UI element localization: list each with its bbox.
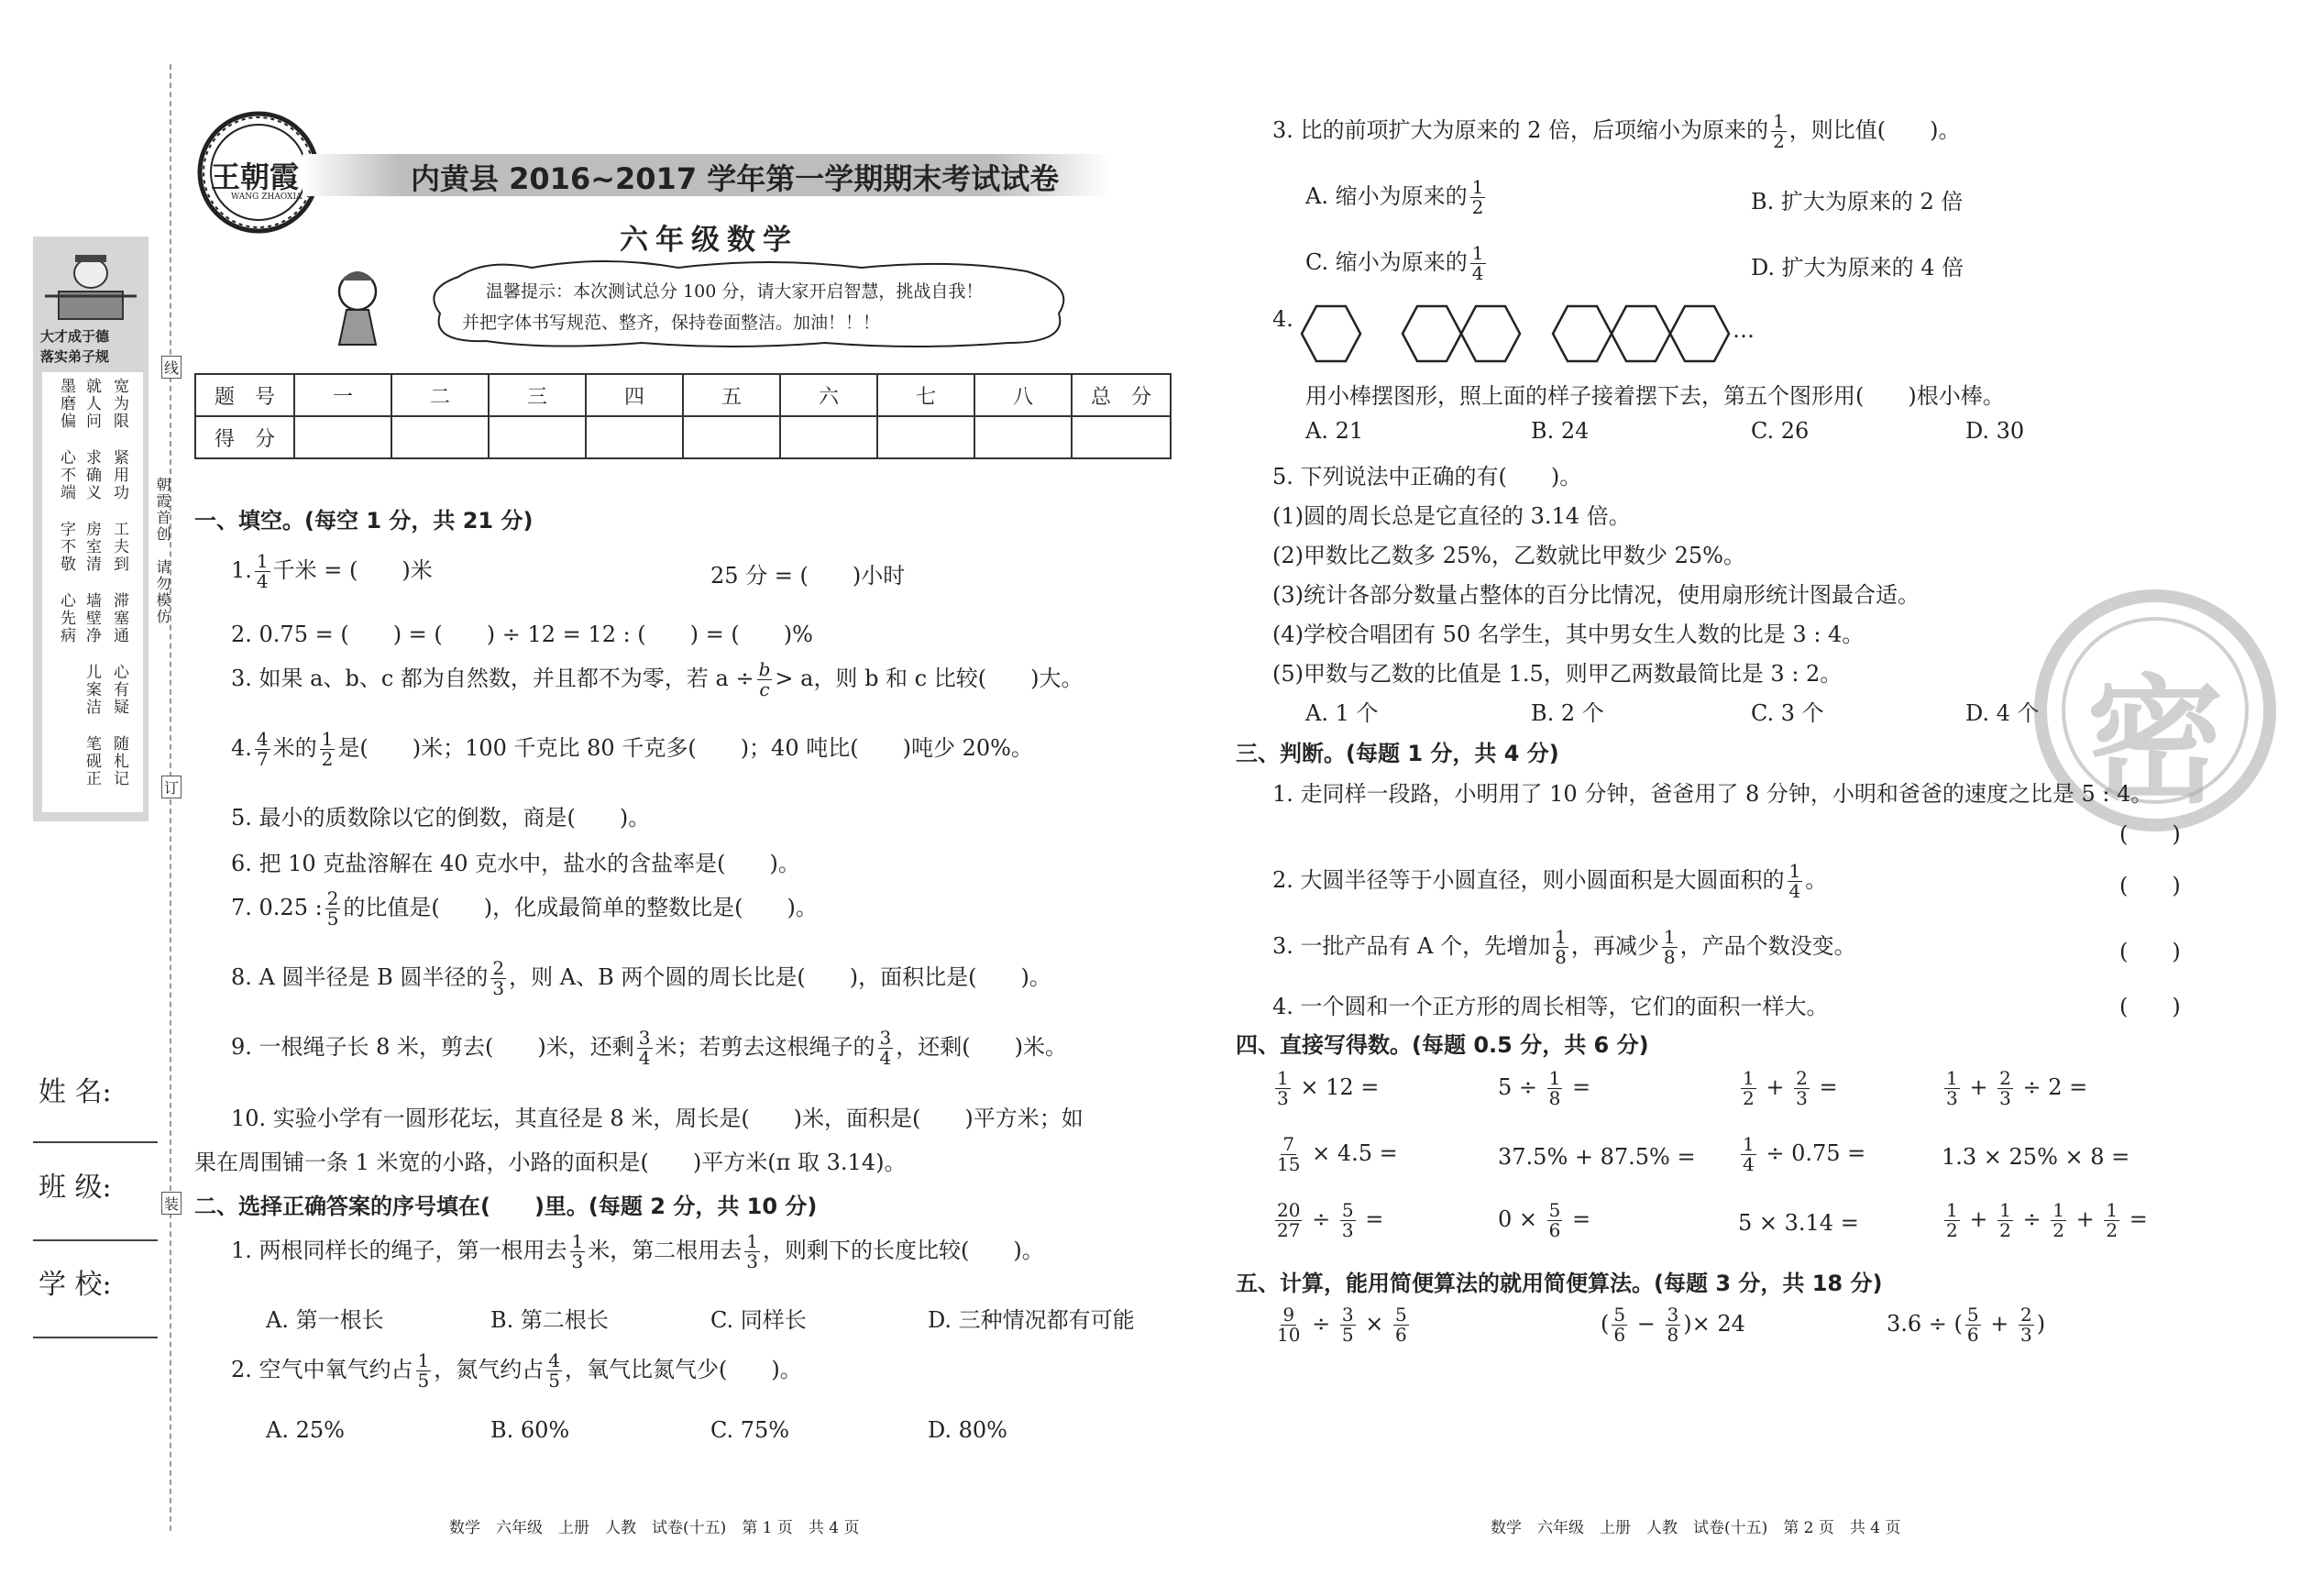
q-text: ，则 A、B 两个圆的周长比是( )，面积比是( )。 (509, 964, 1051, 990)
section-1-title: 一、填空。(每空 1 分，共 21 分) (194, 508, 534, 534)
q-text: 1. 两根同样长的绳子，第一根用去 (231, 1238, 567, 1263)
score-header-cell: 八 (974, 374, 1072, 416)
q-text: 3. 比的前项扩大为原来的 2 倍，后项缩小为原来的 (1272, 117, 1769, 143)
pattern-continues: … (1733, 317, 1755, 343)
mental-math-item: $\frac{7}{15}$ × 4.5 = (1277, 1133, 1398, 1175)
fraction: $\frac{1}{3}$ (746, 1230, 758, 1272)
score-header-cell: 五 (683, 374, 780, 416)
logo-text: 王朝霞 (211, 160, 300, 194)
s2-q1-option-d[interactable]: D. 三种情况都有可能 (928, 1307, 1135, 1333)
school-field[interactable] (33, 1337, 158, 1338)
fraction: $\frac{1}{4}$ (1788, 860, 1801, 902)
score-header-cell: 六 (780, 374, 877, 416)
q-text: ，氧气比氮气少( )。 (565, 1357, 802, 1382)
motto-c13: 儿案洁 (83, 664, 101, 716)
s3-q3 (1272, 928, 1856, 967)
copyright-note: 朝霞首创 请勿模仿 (154, 477, 171, 625)
score-cell[interactable] (877, 416, 974, 458)
q-text: 千米 = ( )米 (272, 557, 433, 583)
q-text: 的比值是( )，化成最简单的整数比是( )。 (343, 895, 818, 920)
s2-q2-option-d[interactable]: D. 80% (928, 1417, 1007, 1443)
s2-q5-statement: (1)圆的周长总是它直径的 3.14 倍。 (1272, 503, 1631, 529)
fraction: $\frac{1}{8}$ (1663, 926, 1676, 968)
mental-math-item: $\frac{1}{3}$ + $\frac{2}{3}$ ÷ 2 = (1946, 1067, 2088, 1109)
q-text: 米；若剪去这根绳子的 (655, 1034, 875, 1060)
fraction: $\frac{2}{5}$ (326, 887, 339, 930)
s1-q9 (231, 1029, 1067, 1068)
s1-q1-part2: 25 分 = ( )小时 (710, 563, 906, 589)
tip-line-2: 并把字体书写规范、整齐，保持卷面整洁。加油！！！ (462, 313, 881, 333)
s1-q10-line2: 果在周围铺一条 1 米宽的小路，小路的面积是( )平方米(π 取 3.14)。 (194, 1150, 907, 1175)
q-text: ，则剩下的长度比较( )。 (763, 1238, 1044, 1263)
fraction: $\frac{3}{4}$ (879, 1027, 892, 1069)
calc-item: $\frac{9}{10}$ ÷ $\frac{3}{5}$ × $\frac{5}{6}$ (1277, 1304, 1407, 1346)
q-num: 1. (231, 557, 252, 583)
fraction: $\frac{1}{5}$ (417, 1349, 430, 1392)
motto-c15: 笔砚正 (83, 735, 101, 787)
motto-c7: 字不敬 (57, 521, 75, 573)
s2-q5-option-d[interactable]: D. 4 个 (1965, 700, 2040, 726)
mental-math-item: $\frac{1}{4}$ ÷ 0.75 = (1743, 1133, 1866, 1175)
mental-math-item: 37.5% + 87.5% = (1498, 1144, 1696, 1170)
s2-q5-statement: (2)甲数比乙数多 25%，乙数就比甲数少 25%。 (1272, 543, 1745, 568)
motto-2: 落实弟子规 (40, 348, 110, 365)
calc-item: ( $\frac{5}{6}$ − $\frac{3}{8}$ )× 24 (1601, 1304, 1745, 1346)
s2-q4-text: 用小棒摆图形，照上面的样子接着摆下去，第五个图形用( )根小棒。 (1305, 383, 2005, 409)
s2-q4-option-a[interactable]: A. 21 (1305, 418, 1364, 444)
q-text: > a，则 b 和 c 比较( )大。 (775, 666, 1084, 691)
answer-paren[interactable]: ( ) (2119, 939, 2181, 964)
mental-math-item: $\frac{20}{27}$ ÷ $\frac{5}{3}$ = (1277, 1199, 1384, 1241)
class-label: 班 级: (39, 1172, 112, 1204)
q-text: 8. A 圆半径是 B 圆半径的 (231, 964, 489, 990)
mental-math-item: 1.3 × 25% × 8 = (1942, 1144, 2130, 1170)
s1-q1 (231, 552, 433, 591)
cartoon-girl (321, 262, 394, 354)
section-5-title: 五、计算，能用简便算法的就用简便算法。(每题 3 分，共 18 分) (1236, 1271, 1883, 1296)
motto-panel (33, 237, 149, 821)
score-header-cell: 题 号 (195, 374, 294, 416)
s2-q3-option-d[interactable]: D. 扩大为原来的 4 倍 (1751, 255, 1964, 281)
mark-xian: 线 (161, 356, 182, 379)
s2-q5-statement: (5)甲数与乙数的比值是 1.5，则甲乙两数最简比是 3 : 2。 (1272, 661, 1843, 687)
score-row-label: 得 分 (195, 416, 294, 458)
score-table (194, 373, 1172, 459)
mental-math-item: 5 ÷ $\frac{1}{8}$ = (1498, 1067, 1591, 1109)
s1-q5: 5. 最小的质数除以它的倒数，商是( )。 (231, 805, 651, 831)
score-header-cell: 三 (489, 374, 586, 416)
score-cell[interactable] (489, 416, 586, 458)
s2-q5-option-a[interactable]: A. 1 个 (1305, 700, 1379, 726)
motto-c6: 紧用功 (110, 449, 128, 501)
name-label: 姓 名: (39, 1076, 112, 1108)
fraction: $\frac{2}{3}$ (492, 957, 505, 999)
fraction: $\frac{b}{c}$ (758, 658, 771, 700)
motto-c2: 就人问 (83, 378, 101, 430)
motto-columns (42, 372, 143, 812)
q-text: ，再减少 (1570, 933, 1659, 959)
motto-c12: 滞塞通 (110, 592, 128, 644)
s2-q5-option-b[interactable]: B. 2 个 (1531, 700, 1604, 726)
exam-title: 内黄县 2016~2017 学年第一学期期末考试试卷 (411, 161, 1060, 196)
fraction: $\frac{3}{4}$ (638, 1027, 651, 1069)
q-num: 4. (231, 735, 252, 761)
score-header-cell: 二 (391, 374, 489, 416)
s3-q2 (1272, 862, 1827, 901)
s2-q3-option-c[interactable]: C. 缩小为原来的 $\frac{1}{4}$ (1305, 242, 1484, 284)
s2-q2-option-c[interactable]: C. 75% (710, 1417, 790, 1443)
motto-c4: 心不端 (57, 449, 75, 501)
score-cell[interactable] (391, 416, 489, 458)
s2-q1-option-b[interactable]: B. 第二根长 (490, 1307, 609, 1333)
fraction: $\frac{4}{5}$ (548, 1349, 560, 1392)
s2-q1-option-c[interactable]: C. 同样长 (710, 1307, 807, 1333)
s2-q5-option-c[interactable]: C. 3 个 (1751, 700, 1824, 726)
score-header-cell: 一 (294, 374, 391, 416)
s2-q4-option-d[interactable]: D. 30 (1965, 418, 2025, 444)
s1-q2: 2. 0.75 = ( ) = ( ) ÷ 12 = 12 : ( ) = ( )% (231, 622, 813, 647)
logo-subtext: WANG ZHAOXIA (231, 193, 303, 202)
mental-math-item: $\frac{1}{3}$ × 12 = (1277, 1067, 1380, 1109)
class-field[interactable] (33, 1239, 158, 1241)
q-text: 2. 空气中氧气约占 (231, 1357, 413, 1382)
scholar-illustration (40, 246, 141, 328)
s3-q4: 4. 一个圆和一个正方形的周长相等，它们的面积一样大。 (1272, 994, 1829, 1019)
q-text: 9. 一根绳子长 8 米，剪去( )米，还剩 (231, 1034, 634, 1060)
s2-q3 (1272, 112, 1961, 151)
mark-zhuang: 装 (161, 1192, 182, 1215)
footer-right: 数学 六年级 上册 人教 试卷(十五) 第 2 页 共 4 页 (1491, 1519, 1901, 1537)
motto-c5: 求确义 (83, 449, 101, 501)
fraction: $\frac{1}{2}$ (321, 728, 334, 770)
q-text: ，氮气约占 (434, 1357, 545, 1382)
s2-q5: 5. 下列说法中正确的有( )。 (1272, 464, 1582, 490)
s1-q7 (231, 889, 818, 929)
q-text: 3. 如果 a、b、c 都为自然数，并且都不为零，若 a ÷ (231, 666, 754, 691)
school-label: 学 校: (39, 1269, 112, 1301)
fraction: $\frac{1}{3}$ (571, 1230, 584, 1272)
motto-c9: 工夫到 (110, 521, 128, 573)
score-cell[interactable] (974, 416, 1072, 458)
s2-q5-statement: (4)学校合唱团有 50 名学生，其中男女生人数的比是 3 : 4。 (1272, 622, 1865, 647)
footer-left: 数学 六年级 上册 人教 试卷(十五) 第 1 页 共 4 页 (449, 1519, 860, 1537)
answer-paren[interactable]: ( ) (2119, 994, 2181, 1019)
s2-q4-option-b[interactable]: B. 24 (1531, 418, 1590, 444)
s3-q1: 1. 走同样一段路，小明用了 10 分钟，爸爸用了 8 分钟，小明和爸爸的速度之比是 5 : 4。 (1272, 781, 2153, 807)
motto-c8: 房室清 (83, 521, 101, 573)
name-field[interactable] (33, 1141, 158, 1143)
s2-q2-option-b[interactable]: B. 60% (490, 1417, 570, 1443)
section-3-title: 三、判断。(每题 1 分，共 4 分) (1236, 741, 1559, 766)
fraction: $\frac{1}{4}$ (256, 550, 269, 592)
mark-ding: 订 (161, 776, 182, 798)
score-cell[interactable] (586, 416, 683, 458)
answer-paren[interactable]: ( ) (2119, 821, 2181, 847)
motto-c3: 宽为限 (110, 378, 128, 430)
s2-q4-option-c[interactable]: C. 26 (1751, 418, 1810, 444)
exam-subtitle: 六年级数学 (620, 224, 798, 257)
score-header-cell: 总 分 (1072, 374, 1171, 416)
hexagon-pattern-diagram (1294, 299, 1734, 372)
speech-cloud (403, 259, 1082, 350)
motto-1: 大才成于德 (40, 328, 110, 345)
s2-q3-option-a[interactable]: A. 缩小为原来的 $\frac{1}{2}$ (1305, 176, 1484, 218)
q-text: 。 (1805, 867, 1828, 893)
s2-q2 (231, 1351, 802, 1391)
motto-c16: 随札记 (110, 735, 128, 787)
calc-item: 3.6 ÷ ( $\frac{5}{6}$ + $\frac{2}{3}$ ) (1887, 1304, 2046, 1346)
score-cell[interactable] (683, 416, 780, 458)
fraction: $\frac{1}{8}$ (1555, 926, 1567, 968)
q-text: ，产品个数没变。 (1679, 933, 1856, 959)
fraction: $\frac{1}{2}$ (1471, 176, 1484, 218)
q-text: 7. 0.25 : (231, 895, 323, 920)
s1-q10-line1: 10. 实验小学有一圆形花坛，其直径是 8 米，周长是( )米，面积是( )平方米；如 (231, 1106, 1084, 1131)
tip-line-1: 温馨提示：本次测试总分 100 分，请大家开启智慧，挑战自我！ (486, 281, 984, 302)
q-text: 2. 大圆半径等于小圆直径，则小圆面积是大圆面积的 (1272, 867, 1785, 893)
section-4-title: 四、直接写得数。(每题 0.5 分，共 6 分) (1236, 1032, 1649, 1058)
answer-paren[interactable]: ( ) (2119, 873, 2181, 898)
s1-q6: 6. 把 10 克盐溶解在 40 克水中，盐水的含盐率是( )。 (231, 851, 800, 876)
score-cell[interactable] (1072, 416, 1171, 458)
mental-math-item: 0 × $\frac{5}{6}$ = (1498, 1199, 1591, 1241)
motto-c11: 墙壁净 (83, 592, 101, 644)
s2-q2-option-a[interactable]: A. 25% (266, 1417, 345, 1443)
motto-c14: 心有疑 (110, 664, 128, 716)
q-text: 是( )米；100 千克比 80 千克多( )；40 吨比( )吨少 20%。 (337, 735, 1033, 761)
motto-c1: 墨磨偏 (57, 378, 75, 430)
s2-q1-option-a[interactable]: A. 第一根长 (266, 1307, 384, 1333)
stamp-character: 密 (2086, 663, 2225, 822)
fraction: $\frac{4}{7}$ (256, 728, 269, 770)
s2-q5-statement: (3)统计各部分数量占整体的百分比情况，使用扇形统计图最合适。 (1272, 582, 1920, 608)
score-cell[interactable] (780, 416, 877, 458)
mental-math-item: 5 × 3.14 = (1738, 1210, 1859, 1236)
mental-math-item: $\frac{1}{2}$ + $\frac{2}{3}$ = (1743, 1067, 1838, 1109)
q-text: 3. 一批产品有 A 个，先增加 (1272, 933, 1551, 959)
s2-q3-option-b[interactable]: B. 扩大为原来的 2 倍 (1751, 189, 1964, 215)
motto-c10: 心先病 (57, 592, 75, 644)
score-header-cell: 七 (877, 374, 974, 416)
mental-math-item: $\frac{1}{2}$ + $\frac{1}{2}$ ÷ $\frac{1}{2}$ + $\frac{1}{2}$ = (1946, 1199, 2148, 1241)
s1-q3 (231, 660, 1083, 699)
s2-q4-number: 4. (1272, 306, 1293, 332)
q-text: ，则比值( )。 (1788, 117, 1961, 143)
section-2-title: 二、选择正确答案的序号填在( )里。(每题 2 分，共 10 分) (194, 1194, 818, 1219)
s1-q4 (231, 730, 1033, 769)
q-text: 米的 (272, 735, 317, 761)
s2-q1 (231, 1232, 1044, 1271)
fraction: $\frac{1}{2}$ (1773, 110, 1785, 152)
s1-q8 (231, 959, 1051, 998)
score-header-cell: 四 (586, 374, 683, 416)
score-cell[interactable] (294, 416, 391, 458)
q-text: ，还剩( )米。 (896, 1034, 1067, 1060)
fraction: $\frac{1}{4}$ (1471, 242, 1484, 284)
q-text: 米，第二根用去 (588, 1238, 743, 1263)
